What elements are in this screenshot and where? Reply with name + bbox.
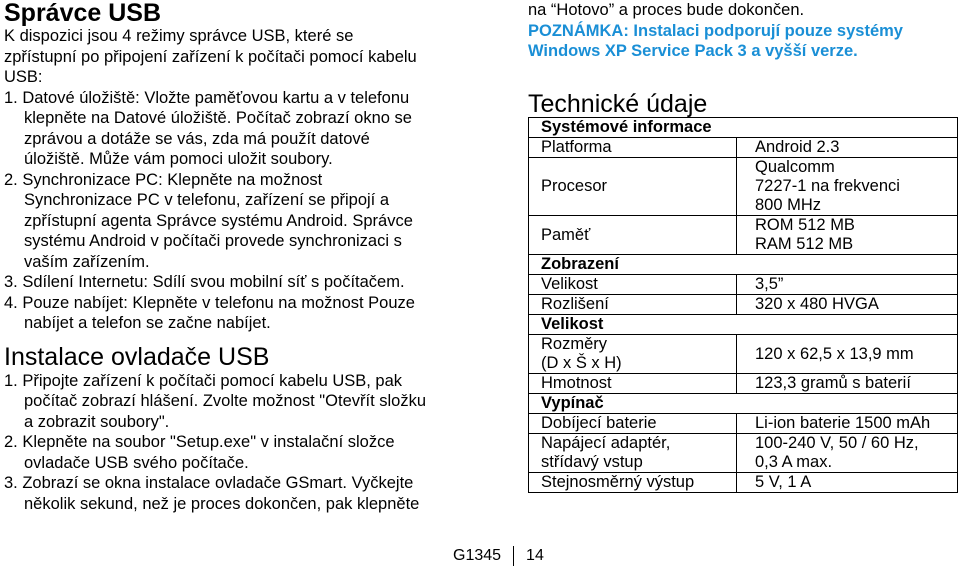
list-item-first-line: 1. Připojte zařízení k počítači pomocí kabelu USB, pak [4, 371, 403, 390]
spec-value-line: Qualcomm [755, 158, 835, 176]
driver-install-title: Instalace ovladače USB [4, 342, 270, 371]
spec-table [528, 117, 958, 493]
spec-value [737, 374, 958, 394]
spec-row [529, 434, 958, 473]
list-item-line: klepněte na Datové úložiště. Počítač zobrazí okno se [24, 109, 412, 127]
left-column [4, 0, 474, 514]
spec-value-line: 5 V, 1 A [755, 473, 812, 491]
spec-section-row [529, 118, 958, 138]
usb-manager-title: Správce USB [4, 0, 162, 27]
spec-row [529, 473, 958, 493]
list-item-line: a zobrazit soubory". [24, 412, 170, 431]
list-item [4, 88, 474, 170]
spec-value-line: Li-ion baterie 1500 mAh [755, 414, 931, 432]
spec-key-line: Procesor [541, 177, 608, 195]
spec-value-line: 7227-1 na frekvenci [755, 177, 900, 195]
note-line: Windows XP Service Pack 3 a vyšší verze. [528, 42, 858, 60]
intro-line: USB: [4, 68, 43, 86]
spec-value [737, 335, 958, 374]
spec-row [529, 275, 958, 295]
spec-key [529, 374, 737, 394]
model-number: G1345 [453, 547, 502, 565]
spec-row [529, 374, 958, 394]
install-note [528, 21, 956, 62]
spec-section-row [529, 394, 958, 414]
spec-value [737, 295, 958, 315]
spec-value [737, 275, 958, 295]
spec-row [529, 158, 958, 216]
list-item-line: ovladače USB svého počítače. [24, 453, 249, 472]
spec-value [737, 216, 958, 255]
spec-key-line: Rozměry [541, 335, 608, 353]
spec-key [529, 434, 737, 473]
list-item-line: počítač zobrazí hlášení. Zvolte možnost "Otevřít složku [24, 392, 427, 410]
spec-key-line: Napájecí adaptér, [541, 434, 671, 452]
spec-row [529, 414, 958, 434]
page-footer [453, 546, 544, 566]
spec-value [737, 158, 958, 216]
spec-section-row [529, 315, 958, 335]
spec-key [529, 473, 737, 493]
spec-value-line: RAM 512 MB [755, 235, 854, 253]
spec-row [529, 216, 958, 255]
spec-row [529, 295, 958, 315]
spec-row [529, 335, 958, 374]
right-column [528, 0, 956, 118]
usb-manager-intro [4, 26, 474, 88]
list-item-line: Synchronizace PC v telefonu, zařízení se připojí a [24, 191, 390, 209]
spec-key-line: (D x Š x H) [541, 354, 622, 372]
spec-key-line: Rozlišení [541, 295, 609, 313]
intro-line: K dispozici jsou 4 režimy správce USB, které se [4, 27, 354, 45]
list-item-first-line: 2. Synchronizace PC: Klepněte na možnost [4, 170, 323, 189]
spec-value-line: 800 MHz [755, 196, 822, 214]
list-item-line: úložiště. Může vám pomoci uložit soubory. [24, 150, 333, 168]
install-continuation: na “Hotovo” a proces bude dokončen. [528, 1, 805, 19]
list-item-first-line: 3. Sdílení Internetu: Sdílí svou mobilní síť s počítačem. [4, 273, 405, 291]
list-item-first-line: 4. Pouze nabíjet: Klepněte v telefonu na možnost Pouze [4, 293, 415, 312]
spec-section-label: Vypínač [529, 394, 958, 414]
spec-key-line: Velikost [541, 275, 598, 293]
driver-install-list [4, 371, 474, 515]
spec-key [529, 138, 737, 158]
spec-row [529, 138, 958, 158]
spec-value-line: 0,3 A max. [755, 453, 833, 471]
spec-key-line: Platforma [541, 138, 612, 156]
spec-section-label: Velikost [529, 315, 958, 335]
spec-key-line: střídavý vstup [541, 453, 643, 471]
intro-line: zpřístupní po připojení zařízení k počítači pomocí kabelu [4, 47, 417, 66]
list-item-line: vaším zařízením. [24, 252, 150, 271]
list-item [4, 272, 474, 293]
note-line: POZNÁMKA: Instalaci podporují pouze systémy [528, 21, 903, 40]
spec-value-line: ROM 512 MB [755, 216, 855, 234]
spec-value-line: Android 2.3 [755, 138, 840, 156]
spec-section-label: Zobrazení [529, 255, 958, 275]
spec-key-line: Dobíjecí baterie [541, 414, 657, 432]
spec-key [529, 335, 737, 374]
spec-value-line: 3,5” [755, 275, 784, 293]
list-item-first-line: 1. Datové úložiště: Vložte paměťovou kartu a v telefonu [4, 88, 410, 107]
list-item-line: několik sekund, než je proces dokončen, pak klepněte [24, 494, 420, 513]
spec-key [529, 158, 737, 216]
list-item [4, 170, 474, 273]
usb-mode-list [4, 88, 474, 334]
spec-title: Technické údaje [528, 89, 708, 118]
footer-divider [513, 546, 514, 566]
list-item-line: zpřístupní agenta Správce systému Android. Správce [24, 211, 413, 230]
spec-value-line: 120 x 62,5 x 13,9 mm [755, 344, 914, 363]
spec-value [737, 414, 958, 434]
spec-key-line: Hmotnost [541, 374, 612, 392]
list-item-line: nabíjet a telefon se začne nabíjet. [24, 314, 271, 332]
spec-value [737, 473, 958, 493]
list-item [4, 371, 474, 433]
spec-value-line: 100-240 V, 50 / 60 Hz, [755, 434, 919, 452]
list-item [4, 432, 474, 473]
spec-key [529, 295, 737, 315]
list-item-first-line: 2. Klepněte na soubor "Setup.exe" v instalační složce [4, 433, 395, 451]
spec-key-line: Stejnosměrný výstup [541, 473, 695, 491]
spec-value-line: 123,3 gramů s baterií [755, 374, 911, 392]
spec-value [737, 434, 958, 473]
spec-value-line: 320 x 480 HVGA [755, 295, 879, 313]
spec-value [737, 138, 958, 158]
spec-key [529, 414, 737, 434]
spec-section-row [529, 255, 958, 275]
list-item-line: zprávou a dotáže se vás, zda má použít datové [24, 129, 370, 148]
spec-section-label: Systémové informace [529, 118, 958, 138]
list-item [4, 293, 474, 334]
list-item [4, 473, 474, 514]
list-item-first-line: 3. Zobrazí se okna instalace ovladače GSmart. Vyčkejte [4, 474, 414, 492]
spec-key [529, 275, 737, 295]
spec-key-line: Paměť [541, 225, 591, 244]
page-number: 14 [526, 547, 544, 565]
spec-key [529, 216, 737, 255]
list-item-line: systému Android v počítači provede synchronizaci s [24, 232, 402, 250]
